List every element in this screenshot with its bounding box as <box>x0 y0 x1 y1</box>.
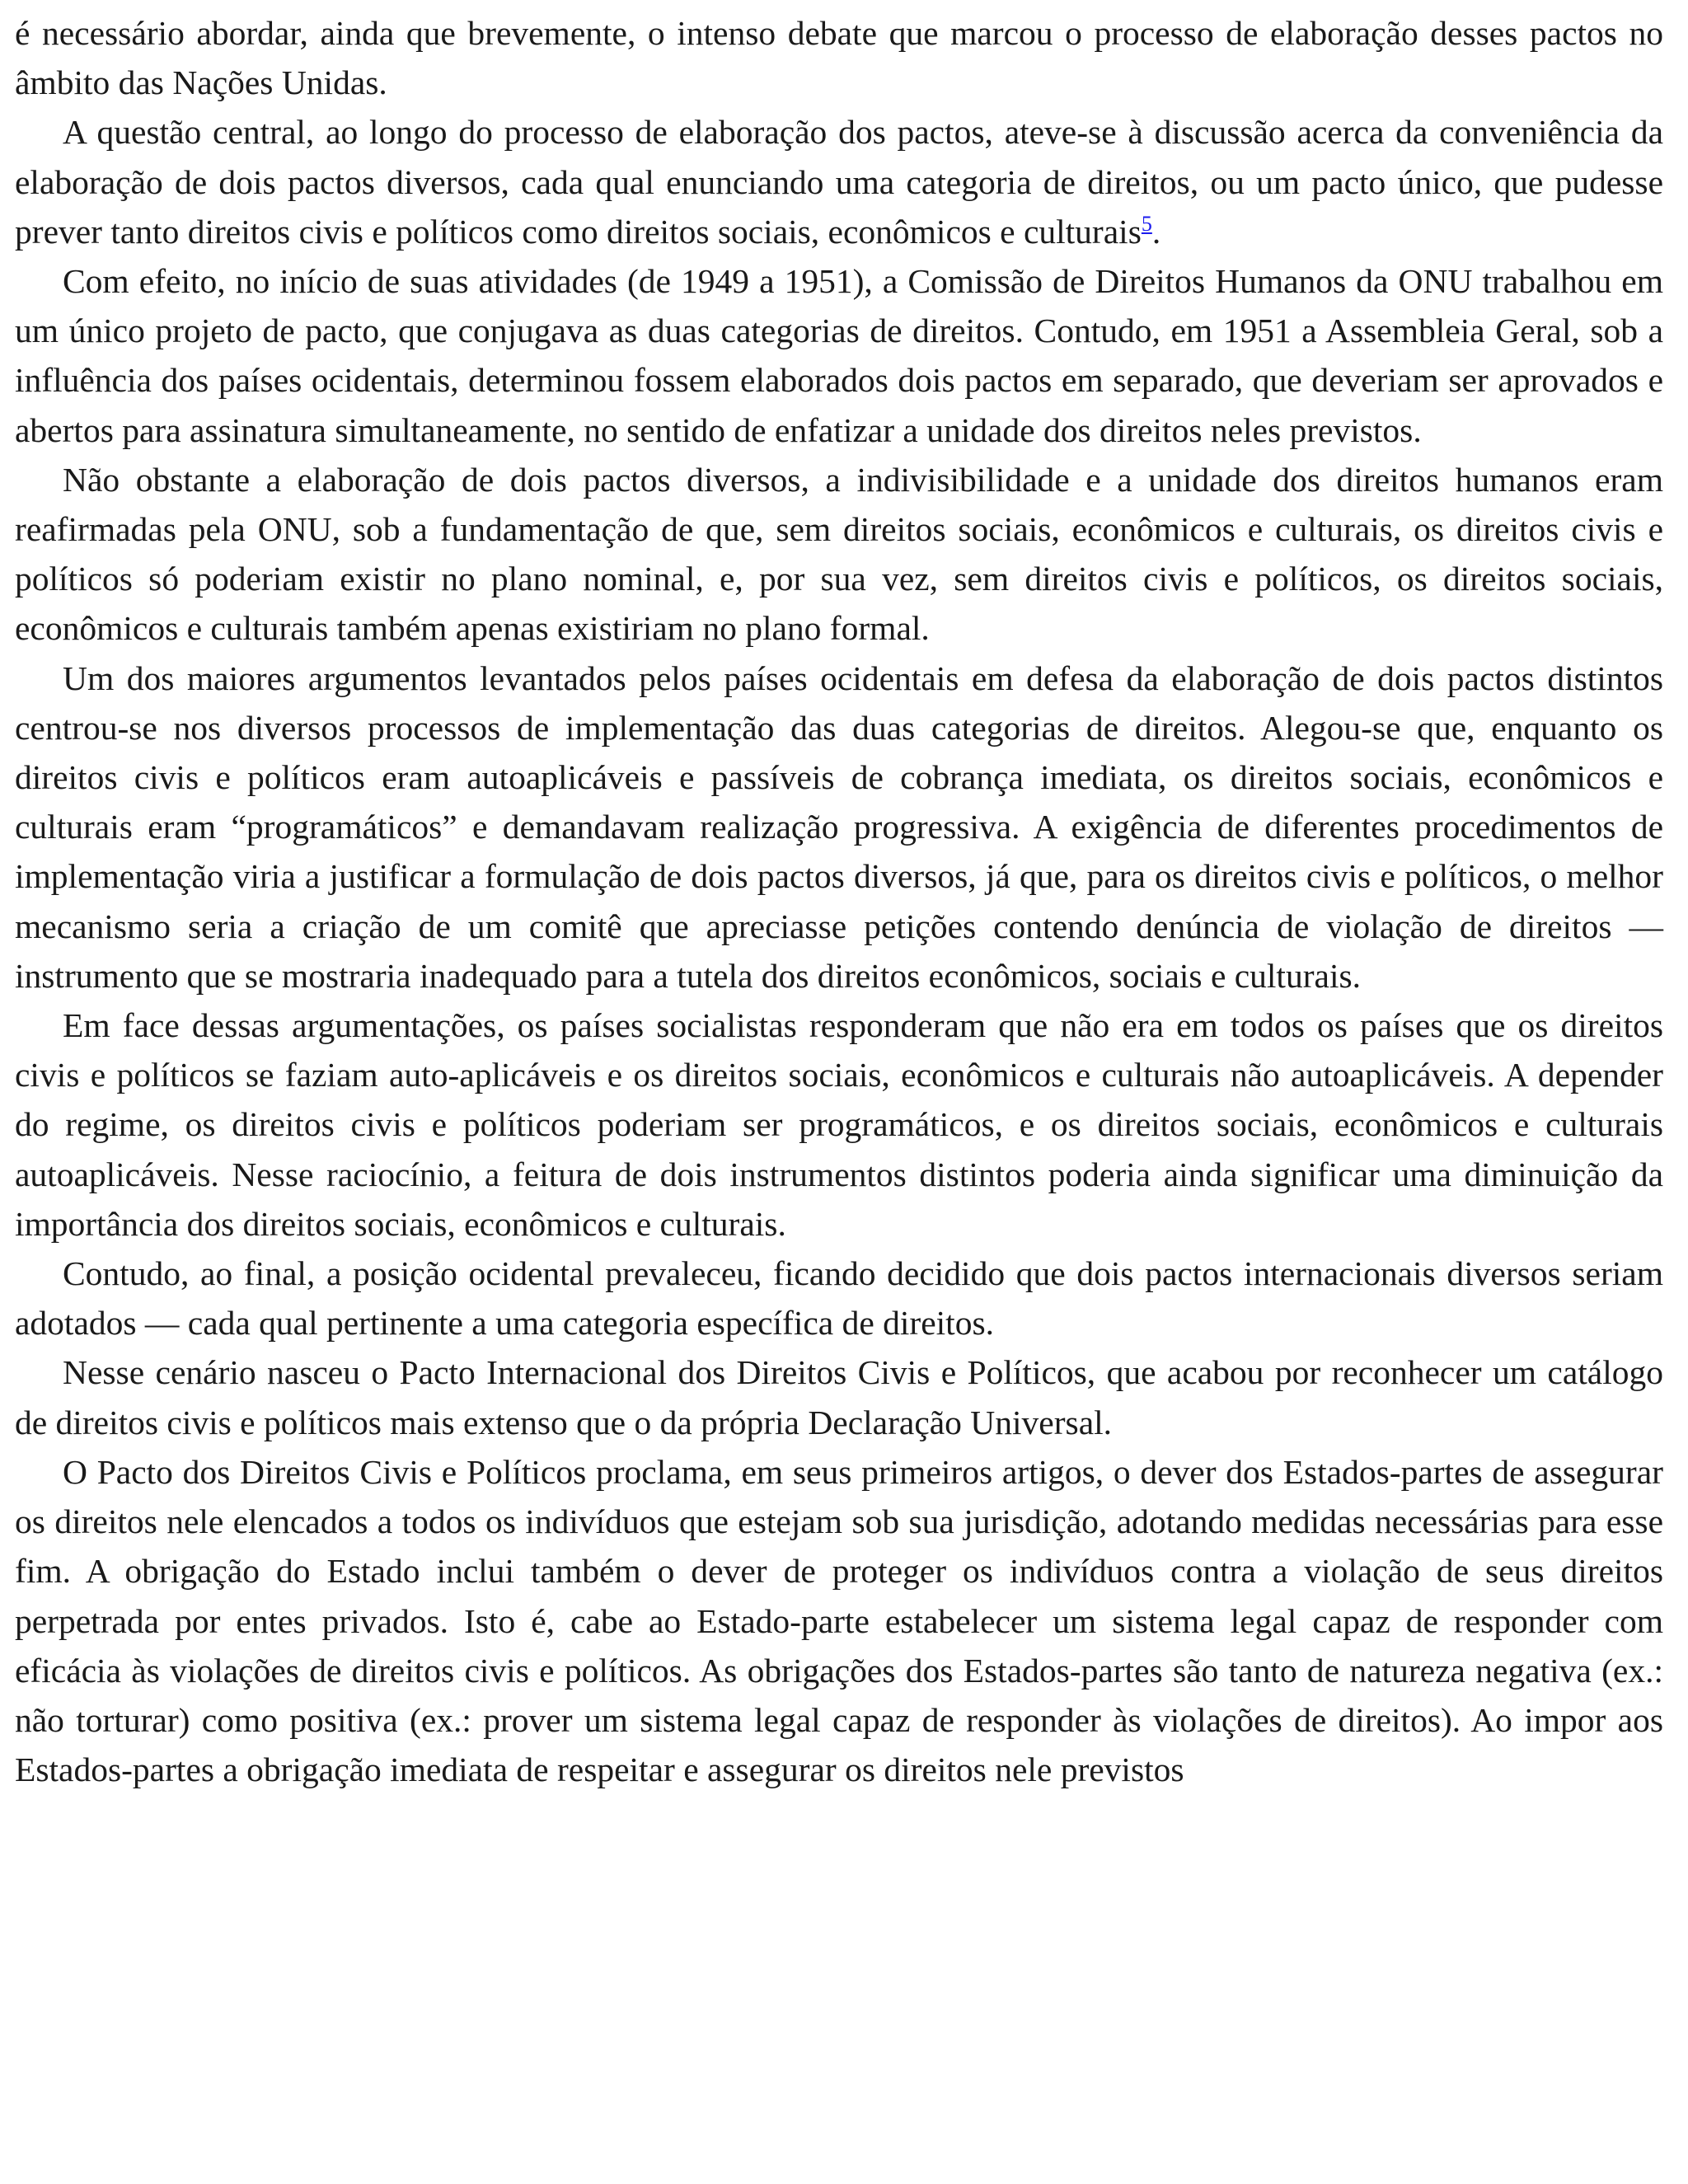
paragraph-7 <box>15 1249 1663 1347</box>
paragraph-9-text: O Pacto dos Direitos Civis e Políticos proclama, em seus primeiros artigos, o dever dos Estados-partes de assegurar os direitos nele elencados a todos os indivíduos que estejam sob sua jurisdição, adotando medidas necessárias para esse fim. A obrigação do Estado inclui também o dever de proteger os indivíduos contra a violação de seus direitos perpetrada por entes privados. Isto é, cabe ao Estado-parte estabelecer um sistema legal capaz de responder com eficácia às violações de direitos civis e políticos. As obrigações dos Estados-partes são tanto de natureza negativa (ex.: não torturar) como positiva (ex.: prover um sistema legal capaz de responder às violações de direitos). Ao impor aos Estados-partes a obrigação imediata de respeitar e assegurar os direitos nele previstos <box>15 1452 1663 1789</box>
footnote-link[interactable]: 5 <box>1141 211 1152 236</box>
document-page <box>15 8 1663 1794</box>
paragraph-2-suffix: . <box>1151 212 1161 251</box>
paragraph-7-text: Contudo, ao final, a posição ocidental prevaleceu, ficando decidido que dois pactos internacionais diversos seriam adotados — cada qual pertinente a uma categoria específica de direitos. <box>15 1254 1663 1343</box>
paragraph-6 <box>15 1001 1663 1249</box>
paragraph-6-text: Em face dessas argumentações, os países socialistas responderam que não era em todos os países que os direitos civis e políticos se faziam auto-aplicáveis e os direitos sociais, econômicos e culturais não autoaplicáveis. A depender do regime, os direitos civis e políticos poderiam ser programáticos, e os direitos sociais, econômicos e culturais autoaplicáveis. Nesse raciocínio, a feitura de dois instrumentos distintos poderia ainda significar uma diminuição da importância dos direitos sociais, econômicos e culturais. <box>15 1006 1663 1243</box>
paragraph-4 <box>15 455 1663 654</box>
paragraph-3 <box>15 256 1663 455</box>
paragraph-3-text: Com efeito, no início de suas atividades (de 1949 a 1951), a Comissão de Direitos Humanos da ONU trabalhou em um único projeto de pacto, que conjugava as duas categorias de direitos. Contudo, em 1951 a Assembleia Geral, sob a influência dos países ocidentais, determinou fossem elaborados dois pactos em separado, que deveriam ser aprovados e abertos para assinatura simultaneamente, no sentido de enfatizar a unidade dos direitos neles previstos. <box>15 262 1663 449</box>
paragraph-5 <box>15 654 1663 1001</box>
paragraph-1-text: é necessário abordar, ainda que brevemente, o intenso debate que marcou o processo de elaboração desses pactos no âmbito das Nações Unidas. <box>15 14 1663 102</box>
paragraph-2-text: A questão central, ao longo do processo de elaboração dos pactos, ateve-se à discussão acerca da conveniência da elaboração de dois pactos diversos, cada qual enunciando uma categoria de direitos, ou um pacto único, que pudesse prever tanto direitos civis e políticos como direitos sociais, econômicos e culturais <box>15 113 1663 251</box>
paragraph-4-text: Não obstante a elaboração de dois pactos diversos, a indivisibilidade e a unidade dos direitos humanos eram reafirmadas pela ONU, sob a fundamentação de que, sem direitos sociais, econômicos e culturais, os direitos civis e políticos só poderiam existir no plano nominal, e, por sua vez, sem direitos civis e políticos, os direitos sociais, econômicos e culturais também apenas existiriam no plano formal. <box>15 460 1663 648</box>
paragraph-9 <box>15 1447 1663 1794</box>
paragraph-8 <box>15 1347 1663 1446</box>
paragraph-1 <box>15 8 1663 107</box>
paragraph-8-text: Nesse cenário nasceu o Pacto Internacional dos Direitos Civis e Políticos, que acabou por reconhecer um catálogo de direitos civis e políticos mais extenso que o da própria Declaração Universal. <box>15 1353 1663 1441</box>
paragraph-2 <box>15 107 1663 256</box>
paragraph-5-text: Um dos maiores argumentos levantados pelos países ocidentais em defesa da elaboração de dois pactos distintos centrou-se nos diversos processos de implementação das duas categorias de direitos. Alegou-se que, enquanto os direitos civis e políticos eram autoaplicáveis e passíveis de cobrança imediata, os direitos sociais, econômicos e culturais eram “programáticos” e demandavam realização progressiva. A exigência de diferentes procedimentos de implementação viria a justificar a formulação de dois pactos diversos, já que, para os direitos civis e políticos, o melhor mecanismo seria a criação de um comitê que apreciasse petições contendo denúncia de violação de direitos — instrumento que se mostraria inadequado para a tutela dos direitos econômicos, sociais e culturais. <box>15 658 1663 995</box>
